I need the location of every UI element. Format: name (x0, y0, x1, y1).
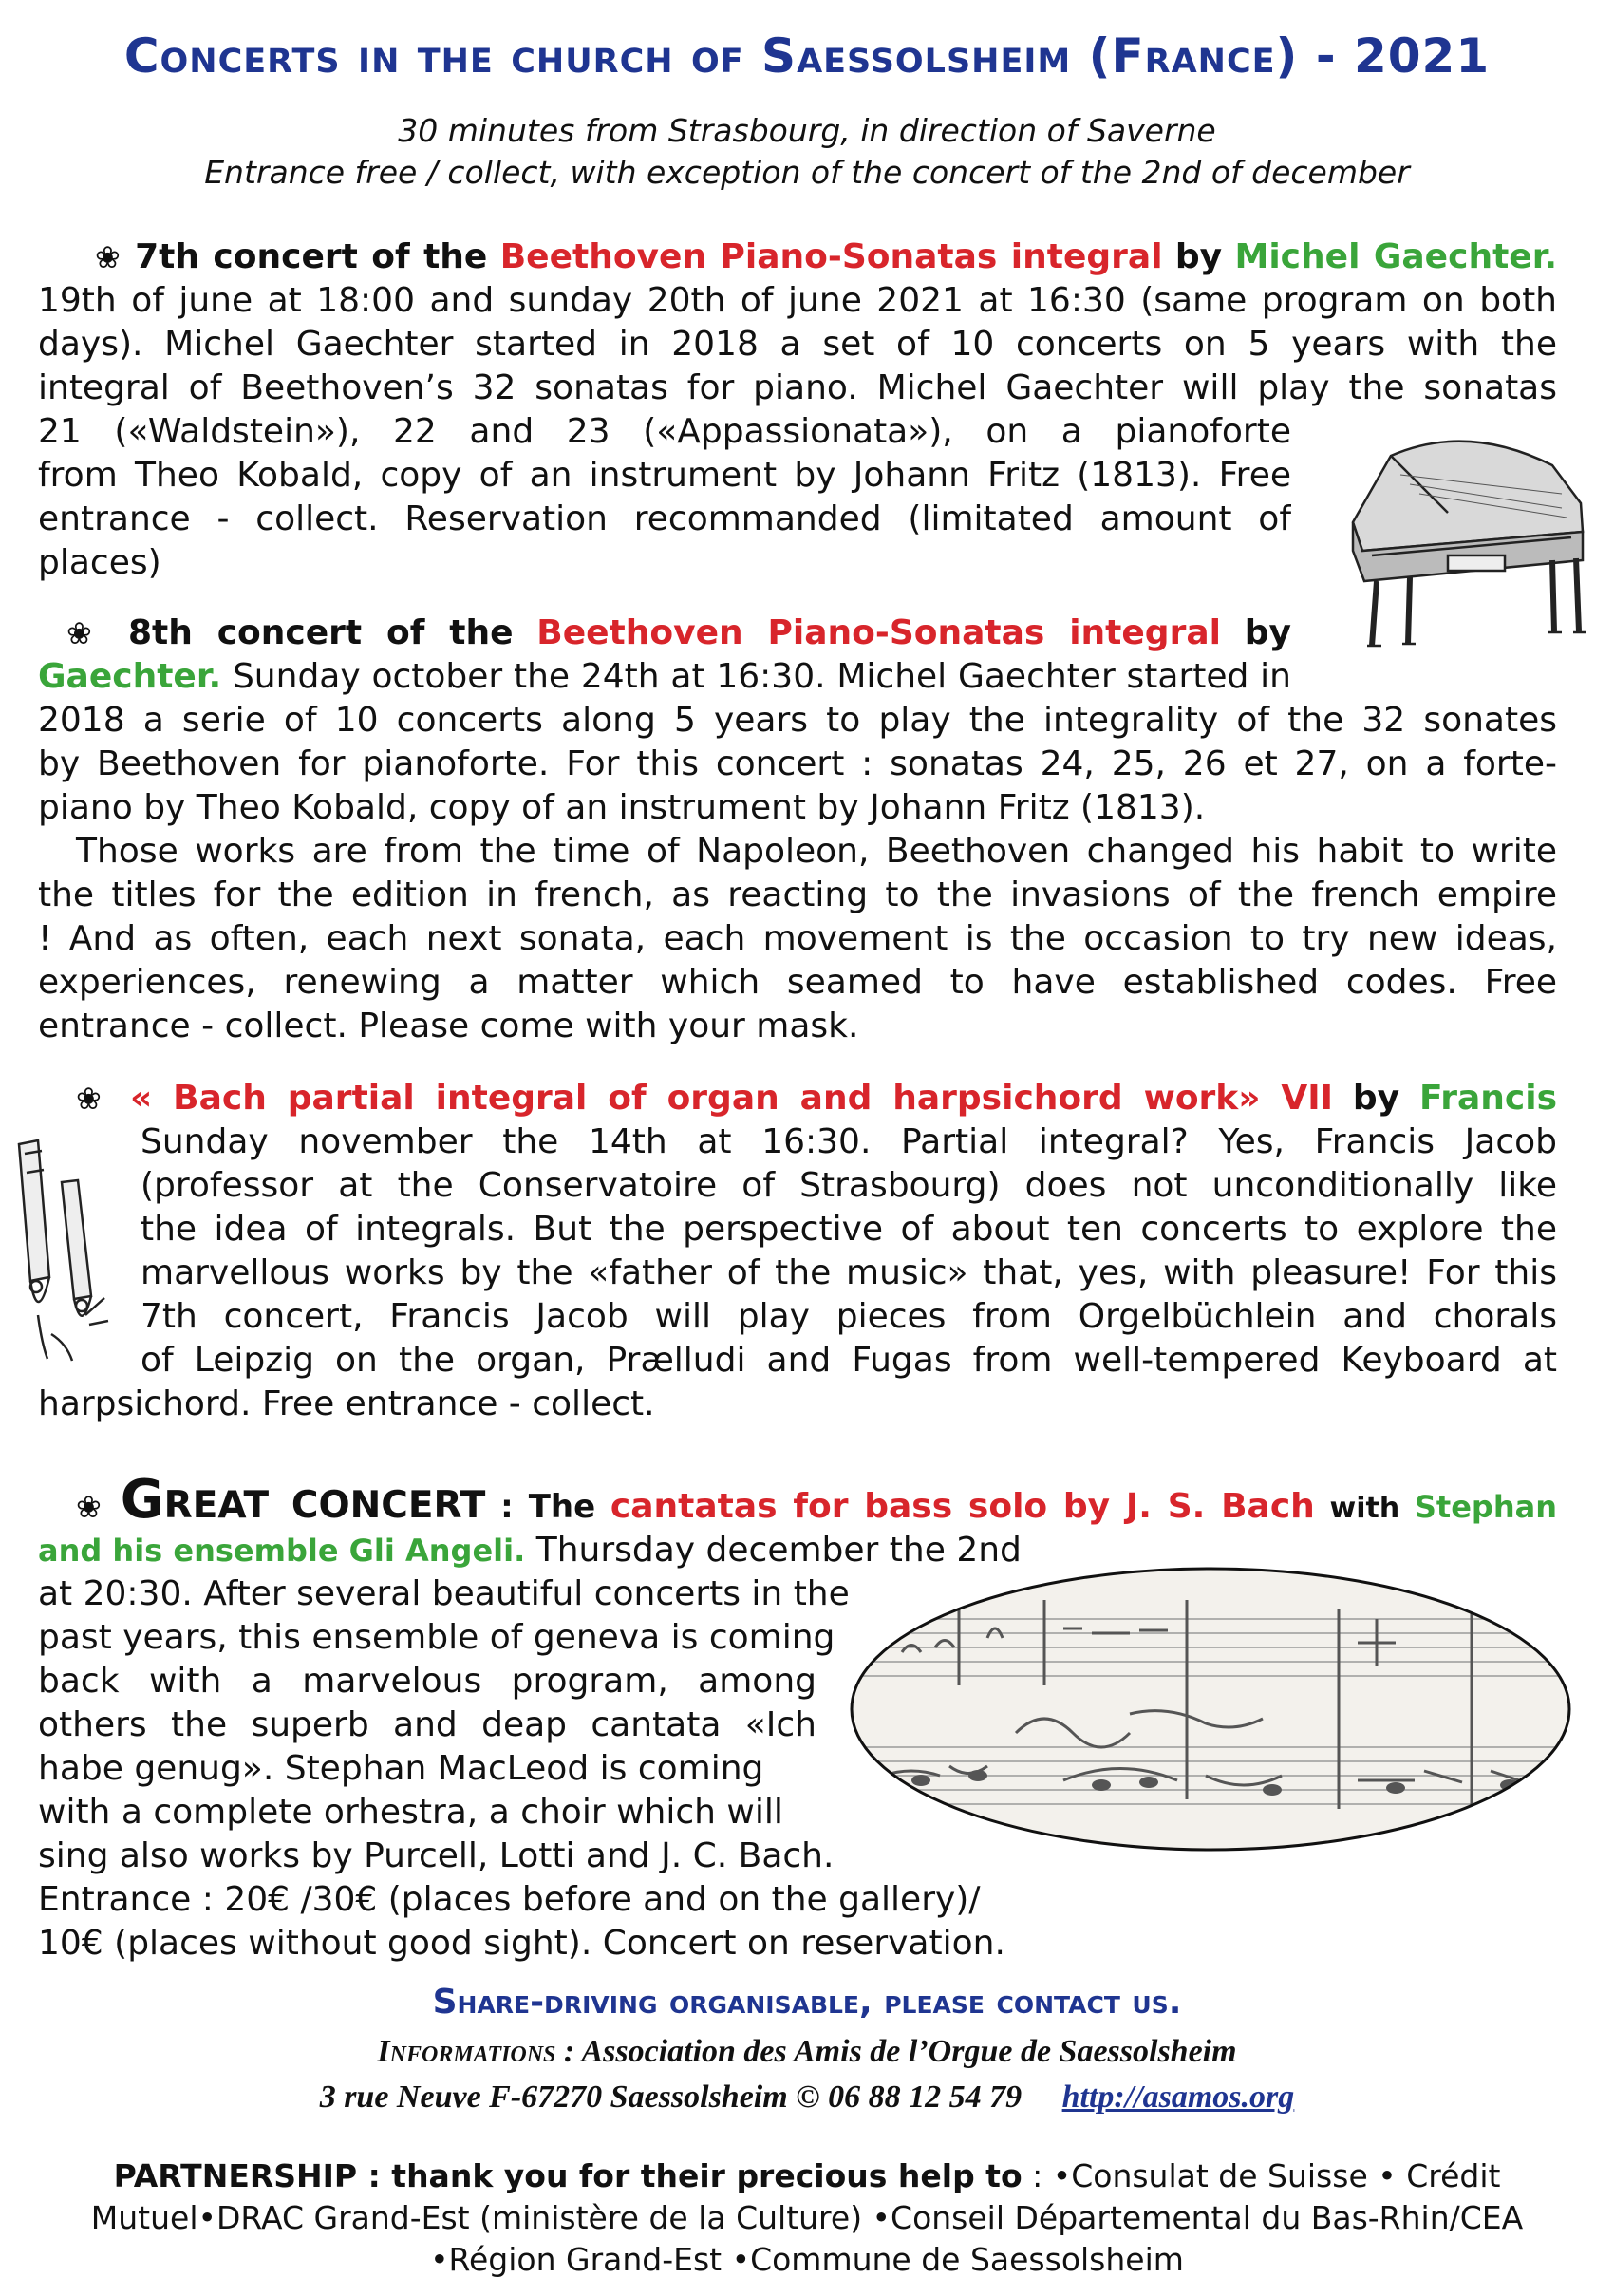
concert-8-line-4: by Beethoven for pianoforte. For this concert : sonatas 24, 25, 26 et 27, on a forte- (38, 744, 1557, 783)
bach-line-2: Sunday november the 14th at 16:30. Partial integral? Yes, Francis Jacob (141, 1122, 1557, 1161)
great-artist-2: and his ensemble Gli Angeli. (38, 1533, 526, 1569)
partnership-label: PARTNERSHIP : thank you for their precious help to (113, 2157, 1023, 2194)
bach-line-7: of Leipzig on the organ, Prælludi and Fugas from well-tempered Keyboard at (141, 1341, 1557, 1380)
bach-line-4: the idea of integrals. But the perspective of about ten concerts to explore the (141, 1210, 1557, 1249)
informations-label: Informations : (377, 2034, 575, 2069)
bach-section (38, 1077, 1557, 1426)
concert-8-line-3: 2018 a serie of 10 concerts along 5 years to play the integrality of the 32 sonates (38, 701, 1557, 740)
concert-8-line-10: entrance - collect. Please come with your mask. (38, 1007, 859, 1045)
bach-line-6: 7th concert, Francis Jacob will play pieces from Orgelbüchlein and chorals (141, 1297, 1557, 1336)
great-line-7: habe genug». Stephan MacLeod is coming (38, 1749, 764, 1788)
concert-7-line-6: from Theo Kobald, copy of an instrument by Johann Fritz (1813). Free (38, 456, 1291, 495)
concert-7-section (38, 235, 1557, 585)
concert-7-line-8: places) (38, 543, 161, 582)
bach-line-3: (professor at the Conservatoire of Strasbourg) does not unconditionally like (141, 1166, 1557, 1205)
concert-8-lead: 8th concert of the (127, 613, 514, 652)
great-line-6: others the superb and deap cantata «Ich (38, 1705, 816, 1744)
website-link[interactable]: http://asamos.org (1061, 2080, 1295, 2115)
concert-8-line-9: experiences, renewing a matter which seamed to have established codes. Free (38, 963, 1557, 1002)
flower-bullet-icon: ❀ (66, 615, 105, 651)
great-with: with (1329, 1492, 1400, 1525)
bach-by: by (1352, 1079, 1400, 1118)
concert-7-by: by (1174, 237, 1223, 276)
concert-7-series: Beethoven Piano-Sonatas integral (499, 237, 1163, 276)
bach-manuscript-illustration (845, 1562, 1576, 1856)
great-line-10: Entrance : 20€ /30€ (places before and on the gallery)/ (38, 1880, 981, 1919)
partnership-section (38, 2155, 1576, 2281)
bach-line-8: harpsichord. Free entrance - collect. (38, 1384, 655, 1423)
bach-series: « Bach partial integral of organ and harpsichord work» VII (130, 1079, 1334, 1118)
subtitle-entrance: Entrance free / collect, with exception of the concert of the 2nd of december (204, 154, 1410, 191)
great-artist-1: Stephan (1414, 1489, 1557, 1525)
concert-8-line-5: piano by Theo Kobald, copy of an instrument by Johann Fritz (1813). (38, 788, 1206, 827)
great-series: cantatas for bass solo by J. S. Bach (610, 1487, 1315, 1526)
association-name: Association des Amis de l’Orgue de Saessolsheim (581, 2034, 1237, 2069)
great-line-9: sing also works by Purcell, Lotti and J. C. Bach. (38, 1836, 835, 1875)
concert-7-artist: Michel Gaechter. (1234, 237, 1557, 276)
organ-pipes-illustration (9, 1135, 114, 1372)
concert-8-section (38, 612, 1291, 699)
great-line-4: past years, this ensemble of geneva is coming (38, 1618, 835, 1657)
share-driving-note: Share-driving organisable, please contact us. (432, 1983, 1182, 2022)
partners-line-3: •Région Grand-Est •Commune de Saessolsheim (430, 2241, 1184, 2278)
great-line-2: Thursday december the 2nd (535, 1531, 1022, 1570)
concert-8-series: Beethoven Piano-Sonatas integral (536, 613, 1221, 652)
great-line-5: back with a marvelous program, among (38, 1662, 816, 1701)
flower-bullet-icon: ❀ (76, 1081, 111, 1117)
concert-8-line-6: Those works are from the time of Napoleon, Beethoven changed his habit to write (76, 832, 1557, 871)
great-colon-the: : The (500, 1488, 596, 1526)
great-concert-label: Great concert (120, 1472, 486, 1529)
partners-line-1: : •Consulat de Suisse • Crédit (1032, 2157, 1501, 2194)
concert-7-lead: 7th concert of the (135, 237, 488, 276)
concert-8-line-8: ! And as often, each next sonata, each movement is the occasion to try new ideas, (38, 919, 1557, 958)
flower-bullet-icon: ❀ (76, 1489, 106, 1525)
concert-7-line-3: days). Michel Gaechter started in 2018 a set of 10 concerts on 5 years with the (38, 325, 1557, 364)
partners-line-2: Mutuel•DRAC Grand-Est (ministère de la Culture) •Conseil Départemental du Bas-Rhin/CEA (90, 2199, 1524, 2236)
concert-8-by: by (1244, 613, 1291, 652)
subtitle-distance: 30 minutes from Strasbourg, in direction of Saverne (398, 112, 1216, 149)
pianoforte-illustration (1334, 418, 1590, 660)
great-line-3: at 20:30. After several beautiful concerts in the (38, 1574, 850, 1613)
great-line-8: with a complete orhestra, a choir which will (38, 1793, 783, 1832)
bach-line-5: marvellous works by the «father of the music» that, yes, with pleasure! For this (141, 1253, 1557, 1292)
concert-7-line-2: 19th of june at 18:00 and sunday 20th of june 2021 at 16:30 (same program on both (38, 281, 1557, 320)
concert-7-line-5: 21 («Waldstein»), 22 and 23 («Appassionata»), on a pianoforte (38, 412, 1291, 451)
informations-line (0, 2034, 1614, 2070)
page-title: Concerts in the church of Saessolsheim (France) - 2021 (123, 28, 1491, 84)
concert-8-line-7: the titles for the edition in french, as reacting to the invasions of the french empire (38, 875, 1557, 914)
concert-7-line-4: integral of Beethoven’s 32 sonatas for piano. Michel Gaechter will play the sonatas (38, 368, 1557, 407)
concert-8-line-2: Sunday october the 24th at 16:30. Michel Gaechter started in (232, 657, 1291, 696)
address: 3 rue Neuve F-67270 Saessolsheim © 06 88 12 54 79 (319, 2080, 1023, 2115)
concert-7-line-7: entrance - collect. Reservation recommanded (limitated amount of (38, 499, 1291, 538)
concert-8-body (38, 699, 1557, 1048)
address-line (0, 2080, 1614, 2116)
bach-artist: Francis (1418, 1079, 1557, 1118)
flower-bullet-icon: ❀ (95, 239, 122, 275)
great-line-11: 10€ (places without good sight). Concert on reservation. (38, 1924, 1005, 1963)
concert-8-artist-2: Gaechter. (38, 657, 222, 696)
